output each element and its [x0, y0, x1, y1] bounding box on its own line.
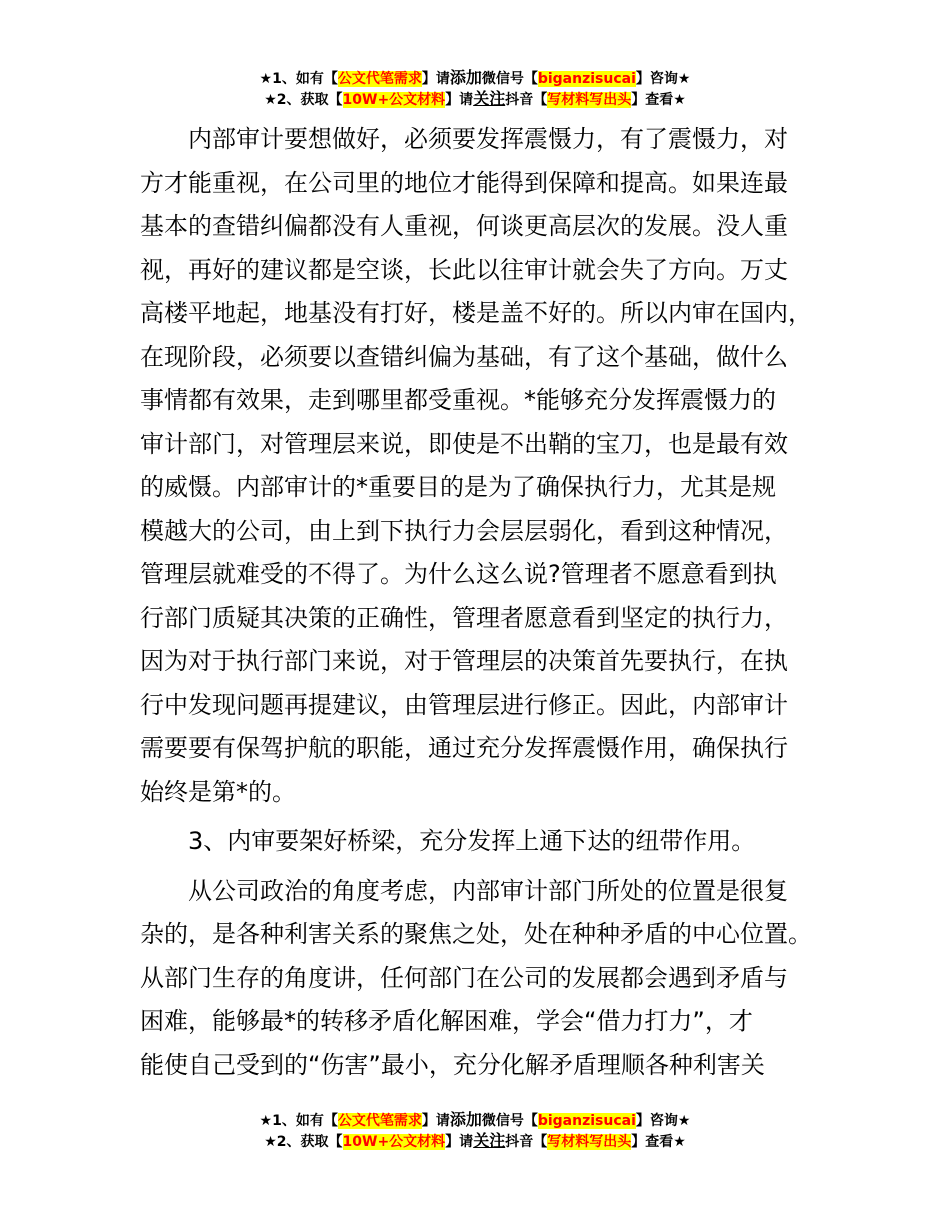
paragraph-line: 从公司政治的角度考虑，内部审计部门所处的位置是很复: [188, 876, 788, 905]
paragraph-1: [140, 118, 820, 814]
paragraph-line: 能使自己受到的“伤害”最小，充分化解矛盾理顺各种利害关: [140, 1050, 765, 1079]
header-line-2-mid: 】请: [445, 92, 474, 108]
paragraph-line: 行部门质疑其决策的正确性，管理者愿意看到坚定的执行力，: [140, 603, 788, 632]
footer-line-1-highlight-service: 公文代笔需求: [337, 1113, 422, 1129]
document-body: [140, 118, 820, 1087]
paragraph-line: 行中发现问题再提建议，由管理层进行修正。因此，内部审计: [140, 690, 788, 719]
star-icon: ★: [673, 92, 686, 108]
header-line-2: [0, 89, 950, 110]
footer-line-2-highlight-douyin: 写材料写出头: [547, 1134, 632, 1150]
header-line-1-mid: 】请: [421, 71, 450, 87]
header-line-1-suffix: 】咨询: [635, 71, 678, 87]
paragraph-line: 因为对于执行部门来说，对于管理层的决策首先要执行，在执: [140, 647, 788, 675]
footer-line-1-prefix: 1、如有【: [272, 1113, 338, 1129]
footer-line-2-prefix: 2、获取【: [276, 1134, 343, 1150]
header-line-2-highlight-douyin: 写材料写出头: [547, 92, 632, 108]
footer-line-1-mid2: 微信号【: [481, 1113, 538, 1129]
paragraph-line: 模越大的公司，由上到下执行力会层层弱化，看到这种情况，: [140, 516, 788, 545]
header-line-1-mid2: 微信号【: [481, 71, 538, 87]
footer-line-2-mid2: 抖音【: [505, 1134, 548, 1150]
header-line-1-prefix: 1、如有【: [272, 71, 338, 87]
footer-line-2-emphasis: 关注: [473, 1131, 506, 1150]
paragraph-line: 视，再好的建议都是空谈，长此以往审计就会失了方向。万丈: [140, 255, 788, 284]
paragraph-line: 内部审计要想做好，必须要发挥震慑力，有了震慑力，对: [188, 125, 788, 153]
header-line-1: [0, 68, 950, 89]
header-line-1-highlight-service: 公文代笔需求: [337, 71, 422, 87]
paragraph-line: 在现阶段，必须要以查错纠偏为基础，有了这个基础，做什么: [140, 342, 788, 371]
paragraph-line: 从部门生存的角度讲，任何部门在公司的发展都会遇到矛盾与: [140, 963, 788, 992]
footer-line-2: [0, 1131, 950, 1152]
paragraph-line: 始终是第*的。: [140, 777, 296, 806]
star-icon: ★: [264, 92, 277, 108]
header-line-2-prefix: 2、获取【: [276, 92, 343, 108]
star-icon: ★: [673, 1134, 686, 1150]
paragraph-line: 需要要有保驾护航的职能，通过充分发挥震慑作用，确保执行: [140, 734, 788, 762]
paragraph-line: 方才能重视，在公司里的地位才能得到保障和提高。如果连最: [140, 168, 788, 197]
header-banner: [0, 68, 950, 110]
paragraph-line: 事情都有效果，走到哪里都受重视。*能够充分发挥震慑力的: [140, 386, 776, 414]
footer-line-1-mid: 】请: [421, 1113, 450, 1129]
footer-line-2-suffix: 】查看: [631, 1134, 674, 1150]
paragraph-2-heading: [140, 820, 820, 864]
footer-banner: [0, 1110, 950, 1152]
paragraph-3: [140, 870, 820, 1088]
footer-line-1-highlight-wechat: biganzisucai: [537, 1113, 636, 1129]
star-icon: ★: [259, 71, 273, 87]
header-line-1-highlight-wechat: biganzisucai: [537, 71, 636, 87]
paragraph-line: 的威慑。内部审计的*重要目的是为了确保执行力，尤其是规: [140, 473, 776, 501]
paragraph-line: 管理层就难受的不得了。为什么这么说?管理者不愿意看到执: [140, 560, 777, 588]
footer-line-2-highlight-materials: 10W+公文材料: [342, 1134, 446, 1150]
header-line-2-highlight-materials: 10W+公文材料: [342, 92, 446, 108]
header-line-2-mid2: 抖音【: [505, 92, 548, 108]
paragraph-line: 审计部门，对管理层来说，即使是不出鞘的宝刀，也是最有效: [140, 429, 788, 458]
paragraph-line: 高楼平地起，地基没有打好，楼是盖不好的。所以内审在国内，: [140, 299, 812, 327]
paragraph-line: 基本的查错纠偏都没有人重视，何谈更高层次的发展。没人重: [140, 212, 788, 240]
paragraph-line: 杂的，是各种利害关系的聚焦之处，处在种种矛盾的中心位置。: [140, 920, 812, 948]
footer-line-1: [0, 1110, 950, 1131]
section-heading: 3、内审要架好桥梁，充分发挥上通下达的纽带作用。: [188, 827, 756, 855]
paragraph-line: 困难，能够最*的转移矛盾化解困难，学会“借力打力”，才: [140, 1007, 753, 1035]
header-line-2-emphasis: 关注: [473, 89, 506, 108]
footer-line-2-mid: 】请: [445, 1134, 474, 1150]
header-line-2-suffix: 】查看: [631, 92, 674, 108]
star-icon: ★: [264, 1134, 277, 1150]
header-line-1-emphasis: 添加: [449, 68, 482, 87]
footer-line-1-suffix: 】咨询: [635, 1113, 678, 1129]
footer-line-1-emphasis: 添加: [449, 1110, 482, 1129]
star-icon: ★: [677, 1113, 691, 1129]
star-icon: ★: [259, 1113, 273, 1129]
star-icon: ★: [677, 71, 691, 87]
